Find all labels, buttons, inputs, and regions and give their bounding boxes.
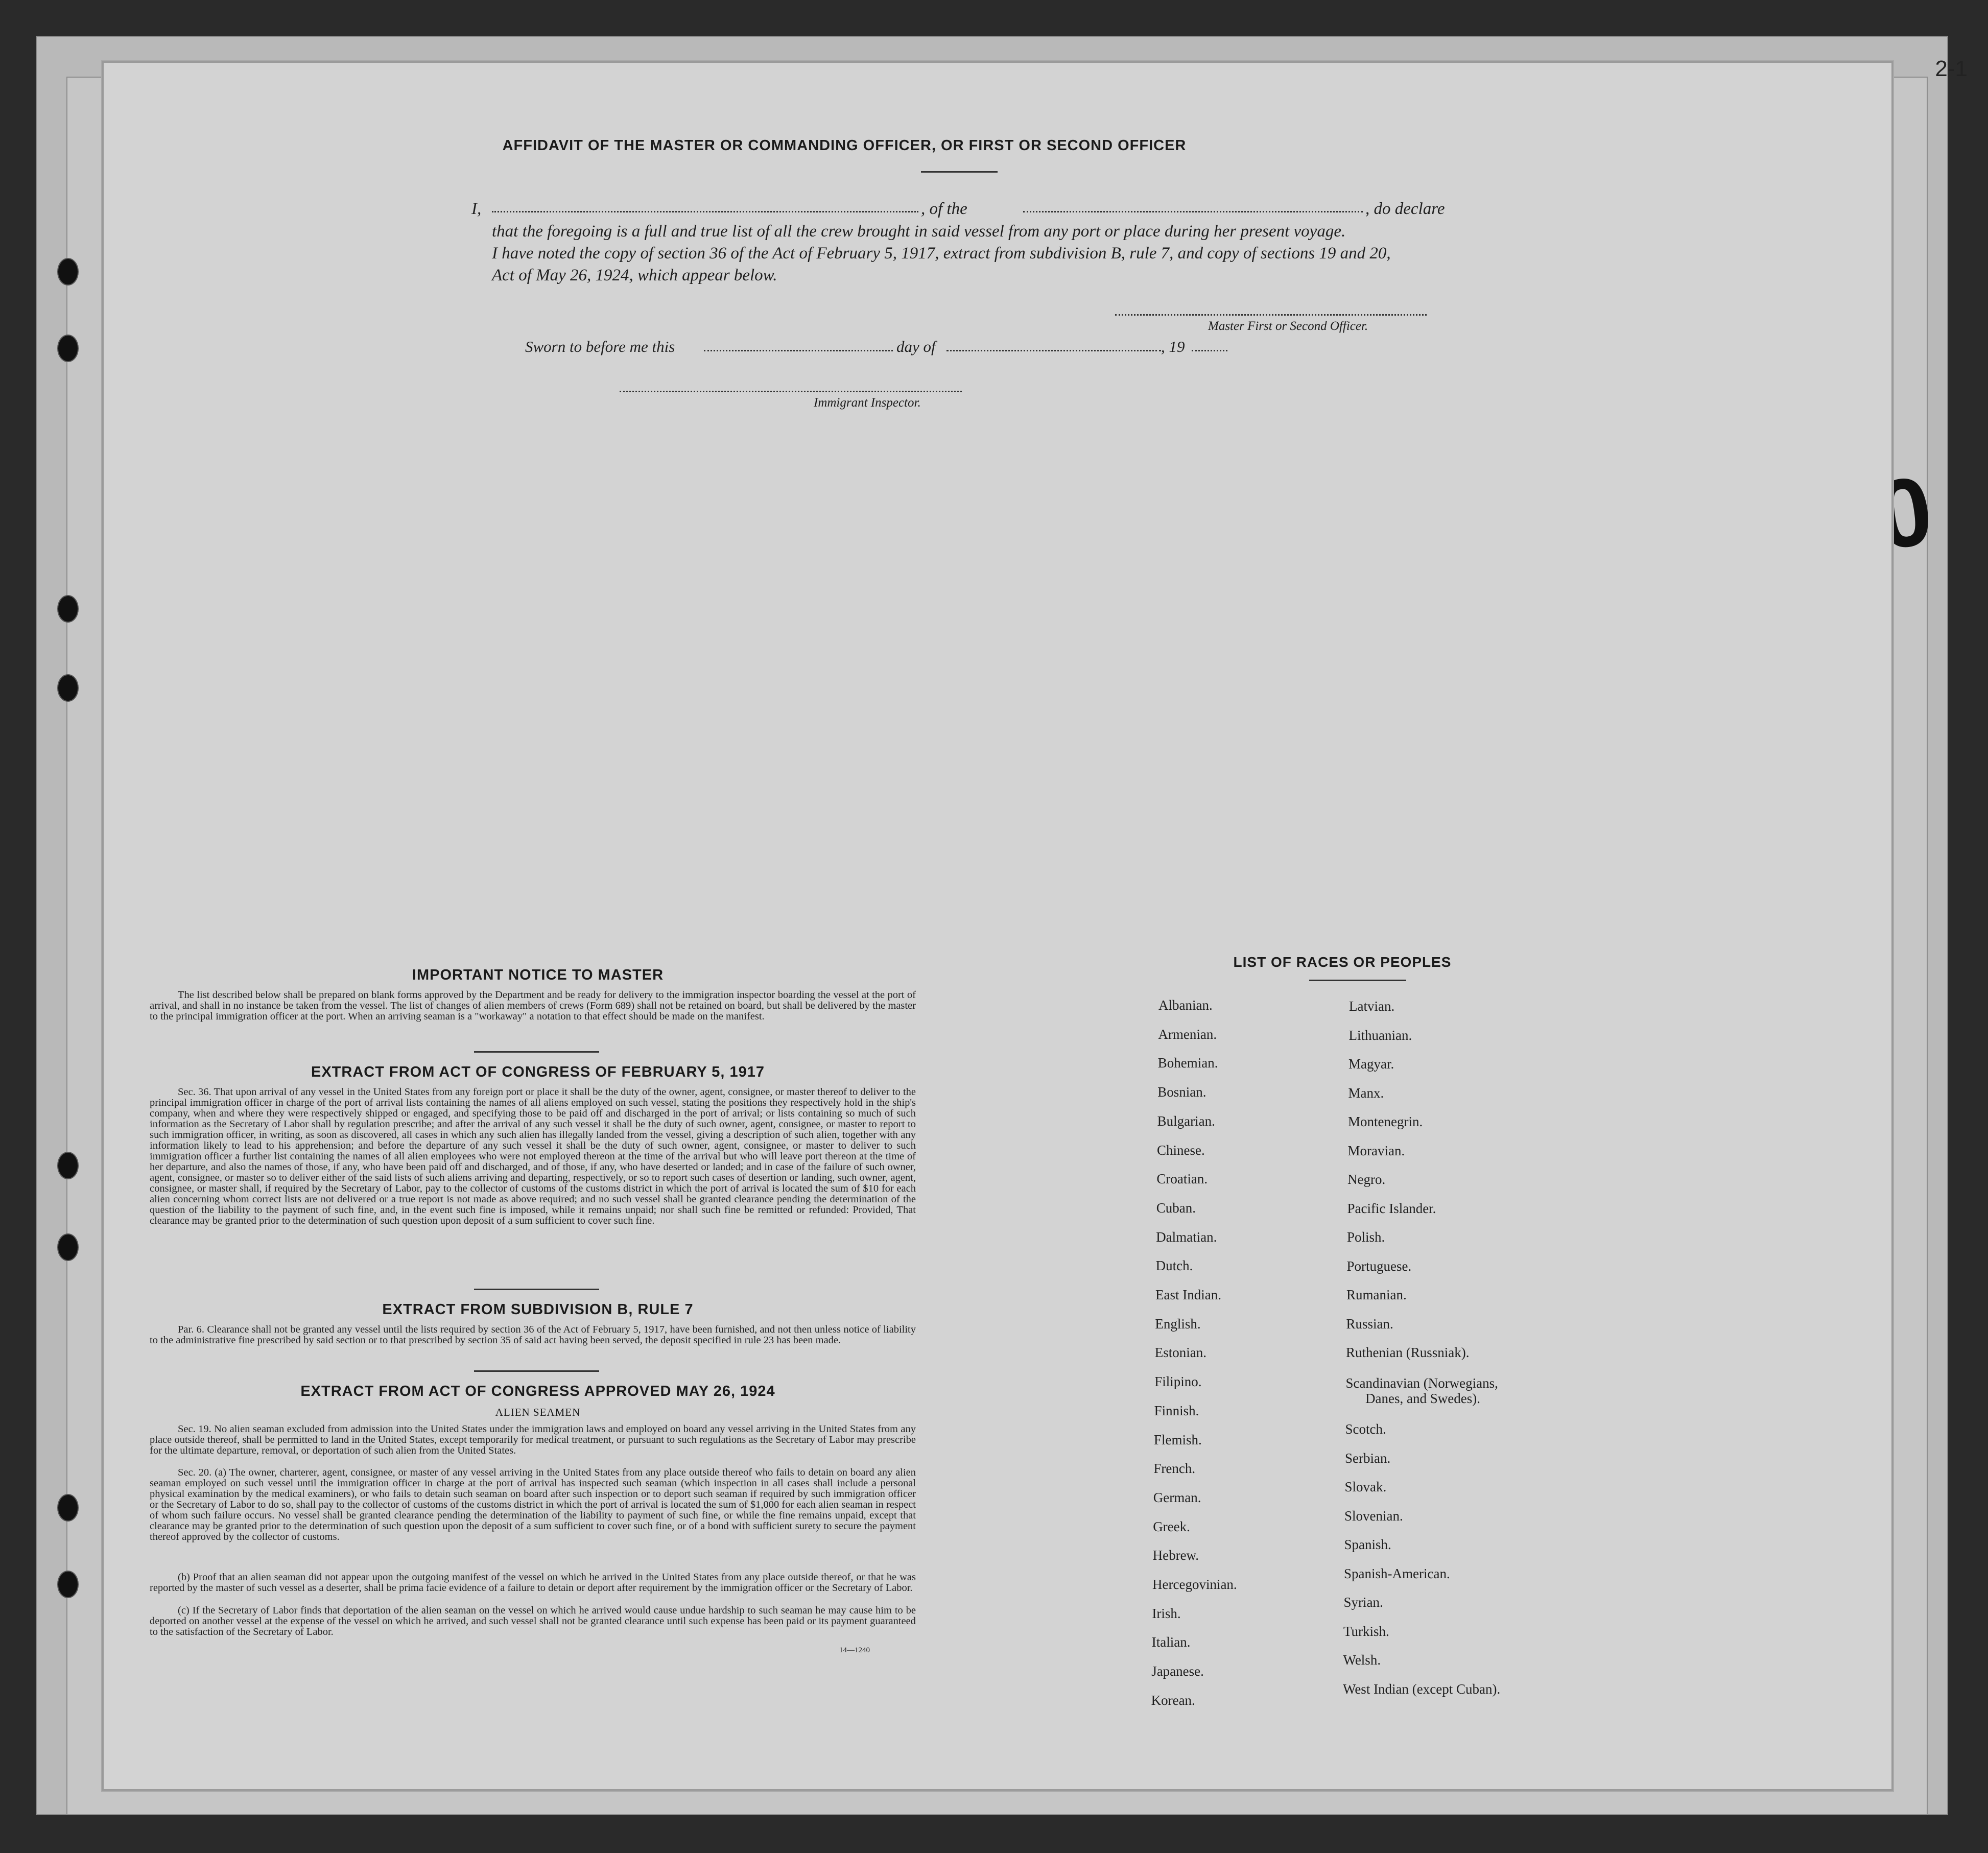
race-item: Irish. bbox=[1152, 1605, 1181, 1621]
race-item: Slovenian. bbox=[1344, 1508, 1403, 1524]
divider bbox=[921, 171, 998, 173]
race-item: Bulgarian. bbox=[1157, 1113, 1215, 1129]
race-item: German. bbox=[1153, 1489, 1201, 1505]
sworn-text: Sworn to before me this bbox=[525, 338, 675, 355]
affidavit-declare: , do declare bbox=[1365, 200, 1445, 218]
race-item: Portuguese. bbox=[1346, 1258, 1412, 1274]
punch-hole bbox=[57, 1233, 79, 1261]
day-blank[interactable] bbox=[704, 350, 893, 351]
affidavit-line-2: that the foregoing is a full and true list of all the crew brought in said vessel from any port or place during her present voyage. bbox=[492, 222, 1346, 241]
affidavit-line-3: I have noted the copy of section 36 of the Act of February 5, 1917, extract from subdivision B, rule 7, and copy of sections 19 and 20, bbox=[492, 244, 1391, 263]
race-item: Manx. bbox=[1348, 1085, 1384, 1101]
race-item: Hebrew. bbox=[1152, 1548, 1199, 1563]
race-item: Dutch. bbox=[1155, 1258, 1193, 1274]
sec20a-text: Sec. 20. (a) The owner, charterer, agent, consignee, or master of any vessel arriving in the United States from any place outside thereof who fails to detain on board any alien seaman employed on such vessel until the immigration officer in charge at the port of arrival has inspected such seaman (which inspection in all cases shall include a personal physical examination by the medical examiners), or who fails to detain such seaman on board after such inspection or to deport such seaman if required by such immigration officer or the Secretary of Labor to do so, shall pay to the collector of customs of the customs district in which the port of arrival is located the sum of $1,000 for each alien seaman in respect of whom such failure occurs. No vessel shall be granted clearance pending the determination of the liability to payment of such fine, or while the fine remains unpaid, except that clearance may be granted prior to the determination of such question upon the deposit of a sum sufficient to cover such fine, or of a bond with sufficient surety to secure the payment thereof approved by the collector of customs. bbox=[150, 1467, 916, 1542]
race-item: Spanish-American. bbox=[1344, 1565, 1450, 1581]
races-title: LIST OF RACES OR PEOPLES bbox=[1233, 954, 1452, 970]
race-item: Ruthenian (Russniak). bbox=[1346, 1345, 1470, 1360]
form-number: 14—1240 bbox=[839, 1646, 870, 1654]
vessel-blank[interactable] bbox=[1023, 211, 1363, 212]
race-item: Estonian. bbox=[1154, 1345, 1207, 1361]
inspector-caption: Immigrant Inspector. bbox=[814, 396, 921, 410]
race-item: English. bbox=[1155, 1316, 1201, 1332]
year-prefix: , 19 bbox=[1161, 338, 1185, 355]
race-item: Serbian. bbox=[1345, 1450, 1391, 1466]
race-item: Croatian. bbox=[1156, 1171, 1208, 1187]
race-item: Filipino. bbox=[1154, 1374, 1202, 1390]
race-item: Slovak. bbox=[1344, 1479, 1387, 1494]
race-item: Finnish. bbox=[1154, 1403, 1199, 1418]
race-item: Chinese. bbox=[1157, 1142, 1205, 1158]
race-item: Scandinavian (Norwegians, bbox=[1345, 1375, 1498, 1391]
punch-hole bbox=[57, 595, 79, 623]
sec19-text: Sec. 19. No alien seaman excluded from admission into the United States under the immigration laws and employed on board any vessel arriving in the United States from any place outside thereof, shall be permitted to land in the United States, except temporarily for medical treatment, or pursuant to such regulations as the Secretary of Labor may prescribe for the ultimate departure, removal, or deportation of such alien from the United States. bbox=[150, 1423, 916, 1456]
divider bbox=[1309, 980, 1406, 981]
race-item: Armenian. bbox=[1158, 1026, 1217, 1042]
master-caption: Master First or Second Officer. bbox=[1208, 319, 1368, 333]
sec20b-text: (b) Proof that an alien seaman did not appear upon the outgoing manifest of the vessel on which he arrived in the United States from any place outside thereof, or that he was reported by the master of such vessel as a deserter, shall be prima facie evidence of a failure to detain or deport after requirement by the immigration officer or the Secretary of Labor. bbox=[150, 1572, 916, 1594]
extract-1917-text: Sec. 36. That upon arrival of any vessel in the United States from any foreign port or place it shall be the duty of the owner, agent, consignee, or master thereof to deliver to the principal immigration officer in charge of the port of arrival lists containing the names of all aliens employed on such vessel, stating the positions they respectively hold in the ship's company, when and where they were respectively shipped or engaged, and specifying those to be paid off and discharged in the port of arrival; or lists containing so much of such information as the Secretary of Labor shall by regulation prescribe; and after the arrival of any such vessel it shall be the duty of such owner, agent, consignee, or master to report to such immigration officer, in writing, as soon as discovered, all cases in which any such alien has illegally landed from the vessel, giving a description of such alien, together with any information likely to lead to his apprehension; and before the departure of any such vessel it shall be the duty of such owner, agent, consignee, or master to deliver to such immigration officer a further list containing the names of all alien employees who were not employed thereon at the time of the arrival but who will leave port thereon at the time of her departure, and also the names of those, if any, who have been paid off and discharged, and of those, if any, who have deserted or landed; and in case of the failure of such owner, agent, consignee, or master so to deliver either of the said lists of such aliens arriving and departing, respectively, or so to report such cases of desertion or landing, such owner, agent, consignee, or master shall, if required by the Secretary of Labor, pay to the collector of customs of the customs district in which the port of arrival is located the sum of $10 for each alien concerning whom correct lists are not delivered or a true report is not made as above required; and no such vessel shall be granted clearance pending the determination of the question of the liability to the payment of such fine, and, in the event such fine is imposed, while it remains unpaid; nor shall such fine be remitted or refunded: Provided, That clearance may be granted prior to the determination of such question upon deposit of a sum sufficient to cover such fine. bbox=[150, 1086, 916, 1226]
race-item: Russian. bbox=[1346, 1316, 1393, 1332]
punch-hole bbox=[57, 1571, 79, 1598]
affidavit-of-the: , of the bbox=[921, 200, 967, 218]
race-item: Danes, and Swedes). bbox=[1365, 1391, 1480, 1406]
inspector-signature-blank[interactable] bbox=[620, 391, 962, 392]
race-item: Moravian. bbox=[1347, 1143, 1405, 1158]
race-item: Welsh. bbox=[1343, 1652, 1381, 1668]
punch-hole bbox=[57, 258, 79, 286]
race-item: Bosnian. bbox=[1157, 1084, 1206, 1100]
race-item: French. bbox=[1153, 1461, 1196, 1477]
notice-text: The list described below shall be prepared on blank forms approved by the Department and be ready for delivery to the immigration inspector boarding the vessel at the port of arrival, and shall in no instance be taken from the vessel. The list of changes of alien members of crews (Form 689) shall not be retained on board, but shall be delivered by the master to the principal immigration officer at the port. When an arriving seaman is a "workaway" a notation to that effect should be made on the manifest. bbox=[150, 989, 916, 1022]
race-item: Rumanian. bbox=[1346, 1287, 1407, 1302]
race-item: Latvian. bbox=[1349, 999, 1395, 1014]
divider bbox=[474, 1051, 599, 1053]
race-item: East Indian. bbox=[1155, 1287, 1221, 1302]
race-item: Montenegrin. bbox=[1348, 1114, 1423, 1129]
extract-1917-title: EXTRACT FROM ACT OF CONGRESS OF FEBRUARY 5, 1917 bbox=[311, 1064, 765, 1080]
punch-hole bbox=[57, 674, 79, 702]
race-item: Spanish. bbox=[1344, 1537, 1391, 1552]
race-item: Syrian. bbox=[1343, 1595, 1383, 1610]
race-item: Polish. bbox=[1347, 1229, 1385, 1245]
month-blank[interactable] bbox=[946, 350, 1161, 351]
race-item: Bohemian. bbox=[1157, 1055, 1218, 1071]
divider bbox=[474, 1370, 599, 1372]
day-of-text: day of bbox=[896, 338, 936, 355]
punch-hole bbox=[57, 1152, 79, 1179]
master-signature-blank[interactable] bbox=[1115, 314, 1427, 316]
race-item: Magyar. bbox=[1348, 1056, 1394, 1072]
affidavit-i: I, bbox=[471, 200, 482, 218]
race-item: West Indian (except Cuban). bbox=[1343, 1681, 1501, 1697]
race-item: Flemish. bbox=[1154, 1432, 1202, 1447]
affidavit-line-4: Act of May 26, 1924, which appear below. bbox=[492, 266, 777, 284]
corner-note: 2-1 bbox=[1935, 56, 1968, 81]
race-item: Scotch. bbox=[1345, 1421, 1386, 1437]
form-page bbox=[102, 61, 1893, 1791]
race-item: Italian. bbox=[1151, 1634, 1191, 1650]
race-item: Turkish. bbox=[1343, 1623, 1389, 1639]
alien-seamen-subtitle: ALIEN SEAMEN bbox=[495, 1406, 581, 1418]
race-item: Cuban. bbox=[1156, 1200, 1196, 1216]
race-item: Greek. bbox=[1153, 1518, 1190, 1534]
affidavit-title: AFFIDAVIT OF THE MASTER OR COMMANDING OFFICER, OR FIRST OR SECOND OFFICER bbox=[502, 137, 1187, 154]
extract-1924-title: EXTRACT FROM ACT OF CONGRESS APPROVED MAY 26, 1924 bbox=[300, 1383, 775, 1399]
punch-hole bbox=[57, 1494, 79, 1522]
punch-hole bbox=[57, 335, 79, 362]
race-item: Korean. bbox=[1151, 1692, 1195, 1708]
race-item: Dalmatian. bbox=[1156, 1229, 1217, 1245]
sec20c-text: (c) If the Secretary of Labor finds that deportation of the alien seaman on the vessel on which he arrived would cause undue hardship to such seaman he may cause him to be deported on another vessel at the expense of the vessel on which he arrived, and such vessel shall not be granted clearance until such expense has been paid or its payment guaranteed to the satisfaction of the Secretary of Labor. bbox=[150, 1605, 916, 1637]
race-item: Japanese. bbox=[1151, 1664, 1204, 1679]
divider bbox=[474, 1289, 599, 1290]
rule7-title: EXTRACT FROM SUBDIVISION B, RULE 7 bbox=[382, 1301, 694, 1318]
race-item: Albanian. bbox=[1158, 997, 1213, 1013]
name-blank[interactable] bbox=[492, 211, 918, 212]
year-blank[interactable] bbox=[1192, 350, 1227, 351]
race-item: Hercegovinian. bbox=[1152, 1577, 1237, 1592]
race-item: Pacific Islander. bbox=[1347, 1200, 1436, 1216]
notice-title: IMPORTANT NOTICE TO MASTER bbox=[412, 967, 664, 983]
race-item: Lithuanian. bbox=[1348, 1027, 1412, 1043]
rule7-text: Par. 6. Clearance shall not be granted any vessel until the lists required by section 36 of the Act of February 5, 1917, have been furnished, and not then unless notice of liability to the administrative fine prescribed by said section or to that prescribed by section 35 of said act having been served, the deposit specified in rule 23 has been made. bbox=[150, 1324, 916, 1346]
race-item: Negro. bbox=[1347, 1172, 1386, 1187]
